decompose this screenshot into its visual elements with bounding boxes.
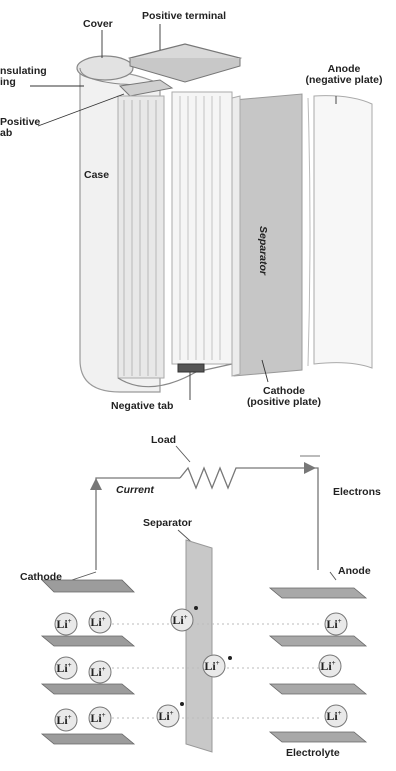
label-electrons: Electrons bbox=[333, 486, 381, 498]
ion-label: Li+ bbox=[158, 709, 174, 723]
label-positive-tab-line2: ab bbox=[0, 127, 13, 139]
label-separator-vertical: Separator bbox=[257, 226, 269, 276]
label-case: Case bbox=[84, 169, 110, 181]
label-positive-tab-line1: Positive bbox=[0, 116, 41, 128]
ion-label: Li+ bbox=[90, 665, 106, 679]
separator-slab bbox=[186, 540, 212, 752]
label-anode-cell: Anode bbox=[338, 565, 371, 577]
cathode-plate-2 bbox=[42, 636, 134, 646]
label-load: Load bbox=[151, 434, 177, 446]
current-arrow bbox=[90, 478, 102, 490]
label-anode-line1: Anode bbox=[327, 63, 361, 75]
label-negative-tab: Negative tab bbox=[111, 400, 174, 412]
ion-label: Li+ bbox=[326, 709, 342, 723]
load-resistor bbox=[180, 468, 240, 488]
label-cover: Cover bbox=[83, 18, 113, 30]
label-insulating-ring-line1: nsulating bbox=[0, 65, 47, 77]
ion-label: Li+ bbox=[90, 615, 106, 629]
label-separator: Separator bbox=[143, 517, 193, 529]
label-cathode-plate-line1: Cathode bbox=[263, 385, 305, 397]
ion-label: Li+ bbox=[56, 713, 72, 727]
cathode-plate-3 bbox=[42, 684, 134, 694]
ion-label: Li+ bbox=[172, 613, 188, 627]
label-electrolyte: Electrolyte bbox=[286, 747, 340, 759]
ion-label: Li+ bbox=[204, 659, 220, 673]
label-current: Current bbox=[116, 484, 154, 496]
ion-label: Li+ bbox=[56, 617, 72, 631]
ion-label: Li+ bbox=[90, 711, 106, 725]
label-anode-line2: (negative plate) bbox=[305, 74, 383, 86]
label-positive-terminal: Positive terminal bbox=[142, 10, 227, 22]
anode-plate-3 bbox=[270, 684, 366, 694]
label-insulating-ring-line2: ing bbox=[0, 76, 16, 88]
anode-plate-1 bbox=[270, 588, 366, 598]
cathode-plate-4 bbox=[42, 734, 134, 744]
label-cathode: Cathode bbox=[20, 571, 62, 583]
ion-label: Li+ bbox=[326, 617, 342, 631]
label-cathode-plate-line2: (positive plate) bbox=[246, 396, 322, 408]
electron-arrow bbox=[304, 462, 316, 474]
ion-label: Li+ bbox=[320, 659, 336, 673]
anode-plate-2 bbox=[270, 636, 366, 646]
anode-plate-4 bbox=[270, 732, 366, 742]
ion-label: Li+ bbox=[56, 661, 72, 675]
